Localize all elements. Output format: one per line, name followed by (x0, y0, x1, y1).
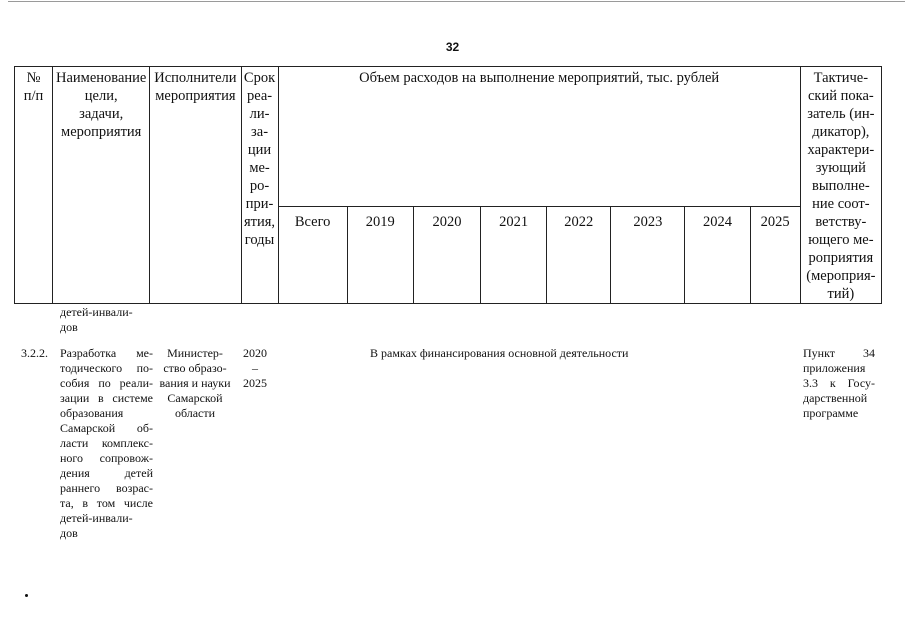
header-executors (150, 67, 241, 304)
text-line: собия по реали- (60, 376, 153, 390)
text-line: ного сопровож- (60, 451, 153, 465)
text-line: дения детей (60, 466, 153, 480)
text-line: та, в том числе (60, 496, 153, 510)
row-indicator (803, 346, 875, 421)
text-line: Исполнители (154, 70, 237, 86)
text-line: 2025 (243, 376, 267, 390)
text-line: при- (245, 196, 274, 212)
text-line: мероприятия (61, 124, 142, 140)
text-line: детей-инвали- (60, 305, 133, 319)
text-line: ятия, (244, 214, 276, 230)
text-line: цели, (84, 88, 118, 104)
text-line: детей-инвали- (60, 511, 133, 525)
text-line: (мероприя- (806, 268, 876, 284)
expense-col-total: Всего (278, 207, 347, 304)
text-line: дарственной (803, 391, 868, 405)
header-table (14, 66, 882, 304)
text-line: ли- (249, 106, 270, 122)
text-line: годы (244, 232, 275, 248)
text-line: тий) (827, 286, 855, 302)
text-line: Срок (243, 70, 276, 86)
text-line: 2020 (243, 346, 267, 360)
text-line: выполне- (812, 178, 870, 194)
expense-col-2025: 2025 (750, 207, 800, 304)
text-line: приложения (803, 361, 866, 375)
expense-col-2020: 2020 (413, 207, 480, 304)
header-indicator (800, 67, 881, 304)
text-line: Самарской (167, 391, 223, 405)
text-line: программе (803, 406, 859, 420)
row-number: 3.2.2. (21, 346, 48, 360)
text-line: Самарской об- (60, 421, 153, 435)
stray-dot (25, 594, 28, 597)
text-line: задачи, (79, 106, 124, 122)
text-line: ский пока- (807, 88, 874, 104)
text-line: ме- (249, 160, 270, 176)
text-line: ветству- (815, 214, 867, 230)
text-line: Министер- (167, 346, 223, 360)
text-line: п/п (23, 88, 44, 104)
text-line: ро- (249, 178, 270, 194)
row-executor (154, 346, 236, 421)
expense-col-2023: 2023 (611, 207, 685, 304)
expense-col-2021: 2021 (481, 207, 547, 304)
text-line: Разработка ме- (60, 346, 153, 360)
text-line: характери- (807, 142, 875, 158)
text-line: затель (ин- (807, 106, 875, 122)
text-line: тодического по- (60, 361, 153, 375)
header-name (53, 67, 150, 304)
header-expenses-title: Объем расходов на выполнение мероприятий, тыс. рублей (278, 67, 800, 207)
row-term (238, 346, 272, 391)
text-line: ции (247, 142, 272, 158)
row-name (60, 346, 153, 541)
top-rule (8, 1, 905, 2)
text-line: № (26, 70, 41, 86)
text-line: Тактиче- (813, 70, 869, 86)
header-num (15, 67, 53, 304)
text-line: области (174, 406, 216, 420)
text-line: ние соот- (812, 196, 870, 212)
continuation-text (60, 305, 155, 335)
expense-col-2019: 2019 (347, 207, 413, 304)
text-line: роприятия (808, 250, 874, 266)
text-line: зующий (815, 160, 866, 176)
expense-col-2024: 2024 (685, 207, 750, 304)
expense-col-2022: 2022 (547, 207, 611, 304)
page-number: 32 (445, 40, 460, 54)
row-funding: В рамках финансирования основной деятельности (370, 346, 629, 360)
text-line: ющего ме- (808, 232, 874, 248)
text-line: 3.3 к Госу- (803, 376, 875, 390)
text-line: вания и науки (159, 376, 231, 390)
text-line: зации в системе (60, 391, 153, 405)
text-line: дикатор), (812, 124, 870, 140)
text-line: за- (251, 124, 269, 140)
text-line: дов (60, 526, 78, 540)
text-line: – (252, 361, 258, 375)
text-line: образования (60, 406, 124, 420)
header-term (241, 67, 278, 304)
text-line: дов (60, 320, 78, 334)
text-line: Наименование (56, 70, 147, 86)
text-line: реа- (246, 88, 273, 104)
text-line: Пункт 34 (803, 346, 875, 360)
text-line: раннего возрас- (60, 481, 153, 495)
text-line: мероприятия (155, 88, 236, 104)
text-line: ласти комплекс- (60, 436, 153, 450)
text-line: ство образо- (163, 361, 227, 375)
